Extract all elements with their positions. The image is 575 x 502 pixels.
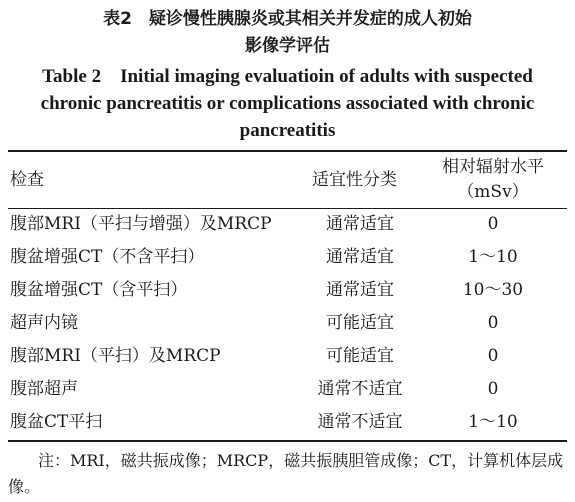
cell-exam: 腹部超声 [10,379,78,399]
cell-suitability: 通常不适宜 [317,379,403,399]
cell-suitability: 可能适宜 [326,313,394,333]
cell-exam: 腹部MRI（平扫）及MRCP [10,346,221,366]
table-title-en: Table 2 Initial imaging evaluatioin of adults with suspected [42,66,533,87]
table-row [0,307,575,340]
cell-dose: 0 [487,214,499,234]
header-suitability: 适宜性分类 [312,170,397,190]
table-bottom-rule [8,440,567,442]
table-row [0,241,575,274]
table-title-en-cont: chronic pancreatitis or complications associated with chronic [40,93,535,114]
cell-exam: 超声内镜 [10,313,78,333]
cell-dose: 1～10 [468,247,518,267]
cell-exam: 腹盆增强CT（含平扫） [10,280,188,300]
table-top-rule [8,150,567,152]
table-row [0,373,575,406]
cell-suitability: 通常适宜 [326,214,394,234]
cell-suitability: 通常适宜 [326,247,394,267]
cell-dose: 10～30 [462,280,524,300]
cell-dose: 1～10 [468,412,518,432]
table-footnote: 注：MRI，磁共振成像；MRCP，磁共振胰胆管成像；CT，计算机体层成像。 [8,451,564,496]
table-row [0,340,575,373]
header-dose-unit: （mSv） [457,182,529,202]
cell-exam: 腹部MRI（平扫与增强）及MRCP [10,214,272,234]
table-row [0,208,575,241]
table-title-cn: 表2 疑诊慢性胰腺炎或其相关并发症的成人初始 [103,9,472,29]
cell-suitability: 通常不适宜 [317,412,403,432]
cell-dose: 0 [487,379,499,399]
header-dose: 相对辐射水平 [442,157,544,177]
table-title-cn-cont: 影像学评估 [245,36,330,56]
cell-suitability: 可能适宜 [326,346,394,366]
cell-exam: 腹盆CT平扫 [10,412,103,432]
header-exam: 检查 [10,170,44,190]
table-row [0,274,575,307]
cell-dose: 0 [487,346,499,366]
cell-suitability: 通常适宜 [326,280,394,300]
table-row [0,406,575,439]
cell-exam: 腹盆增强CT（不含平扫） [10,247,205,267]
cell-dose: 0 [487,313,499,333]
table-title-en-cont2: pancreatitis [239,120,336,141]
